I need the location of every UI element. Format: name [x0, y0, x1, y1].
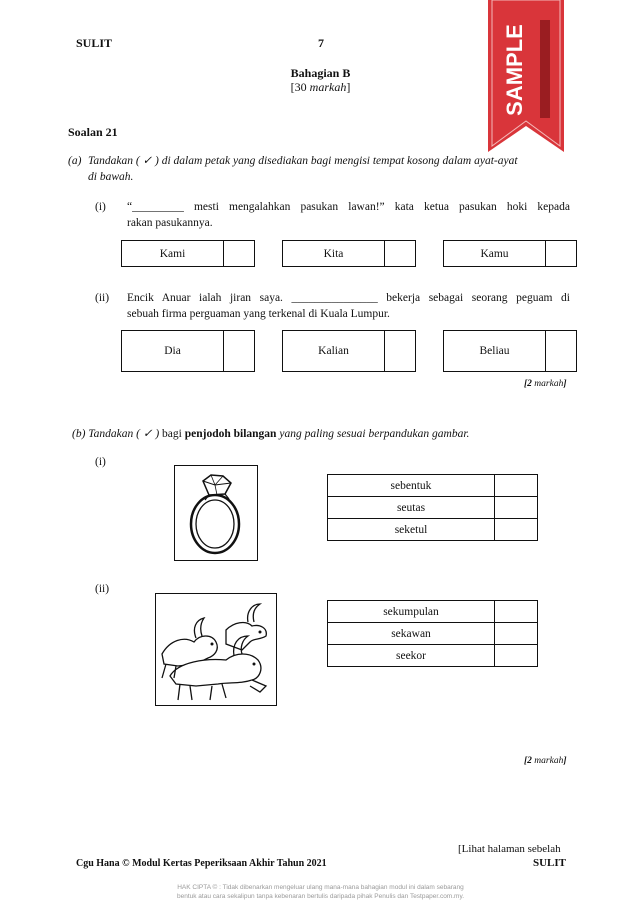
- option-row[interactable]: [328, 601, 538, 623]
- item-a1-sentence-cont: rakan pasukannya.: [127, 217, 213, 229]
- item-a1-number: (i): [95, 201, 106, 213]
- checkbox[interactable]: [495, 497, 538, 519]
- option-label: seekor: [328, 645, 495, 667]
- option-a2-kalian[interactable]: [282, 330, 416, 372]
- header-sulit: SULIT: [76, 36, 113, 50]
- item-b2-number: (ii): [95, 583, 110, 595]
- option-a1-kamu[interactable]: [443, 240, 577, 267]
- item-a2-sentence: Encik Anuar ialah jiran saya. _______________ bekerja sebagai seorang peguam di: [127, 292, 570, 304]
- footer-sulit: SULIT: [533, 857, 567, 869]
- option-row[interactable]: [328, 519, 538, 541]
- ring-image: [174, 465, 258, 561]
- item-a2-number: (ii): [95, 292, 110, 304]
- option-row[interactable]: [328, 475, 538, 497]
- question-title: Soalan 21: [68, 125, 118, 139]
- part-b-instruction: (b) Tandakan ( ✓ ) bagi penjodoh bilangan yang paling sesuai berpandukan gambar.: [72, 428, 470, 440]
- part-a-instruction-cont: di bawah.: [88, 171, 134, 183]
- option-label: Kami: [122, 241, 224, 266]
- option-label: seutas: [328, 497, 495, 519]
- checkbox[interactable]: [224, 331, 254, 371]
- section-title: Bahagian B: [290, 66, 351, 80]
- checkbox[interactable]: [495, 519, 538, 541]
- part-b-marks: [2 markah]: [524, 756, 567, 766]
- checkbox[interactable]: [385, 331, 415, 371]
- page-number: 7: [318, 36, 324, 50]
- option-a1-kami[interactable]: [121, 240, 255, 267]
- option-label: sebentuk: [328, 475, 495, 497]
- checkbox[interactable]: [495, 475, 538, 497]
- option-a1-kita[interactable]: [282, 240, 416, 267]
- option-row[interactable]: [328, 497, 538, 519]
- option-label: sekumpulan: [328, 601, 495, 623]
- item-b2-options: [327, 600, 538, 667]
- option-label: Kalian: [283, 331, 385, 371]
- sample-stamp-text: SAMPLE: [502, 24, 527, 116]
- footer-source: Cgu Hana © Modul Kertas Peperiksaan Akhir Tahun 2021: [76, 858, 327, 869]
- item-a2-sentence-cont: sebuah firma perguaman yang terkenal di Kuala Lumpur.: [127, 308, 390, 320]
- copyright-line-2: bentuk atau cara sekalipun tanpa kebenaran bertulis daripada pihak Penulis dan Testpaper.com.my.: [176, 893, 465, 900]
- option-label: Dia: [122, 331, 224, 371]
- goats-image: [155, 593, 277, 706]
- option-row[interactable]: [328, 623, 538, 645]
- copyright-notice: [0, 883, 641, 901]
- checkbox[interactable]: [495, 601, 538, 623]
- copyright-line-1: HAK CIPTA © : Tidak dibenarkan mengeluar ulang mana-mana bahagian modul ini dalam sebarang: [177, 884, 464, 891]
- option-label: Kamu: [444, 241, 546, 266]
- item-b1-options: [327, 474, 538, 541]
- item-a1-sentence: “_________ mesti mengalahkan pasukan lawan!” kata ketua pasukan hoki kepada: [127, 201, 570, 213]
- section-marks: [30 markah]: [290, 80, 351, 94]
- option-label: Kita: [283, 241, 385, 266]
- checkbox[interactable]: [546, 241, 576, 266]
- option-label: sekawan: [328, 623, 495, 645]
- part-a-marks: [2 markah]: [524, 379, 567, 389]
- part-a-instruction: Tandakan ( ✓ ) di dalam petak yang disediakan bagi mengisi tempat kosong dalam ayat-ayat: [88, 155, 518, 167]
- checkbox[interactable]: [495, 645, 538, 667]
- item-b1-number: (i): [95, 456, 106, 468]
- checkbox[interactable]: [495, 623, 538, 645]
- option-row[interactable]: [328, 645, 538, 667]
- next-page-note: [Lihat halaman sebelah: [458, 843, 561, 855]
- part-a-label: (a): [68, 155, 82, 167]
- checkbox[interactable]: [546, 331, 576, 371]
- option-label: Beliau: [444, 331, 546, 371]
- checkbox[interactable]: [385, 241, 415, 266]
- option-a2-beliau[interactable]: [443, 330, 577, 372]
- checkbox[interactable]: [224, 241, 254, 266]
- option-a2-dia[interactable]: [121, 330, 255, 372]
- option-label: seketul: [328, 519, 495, 541]
